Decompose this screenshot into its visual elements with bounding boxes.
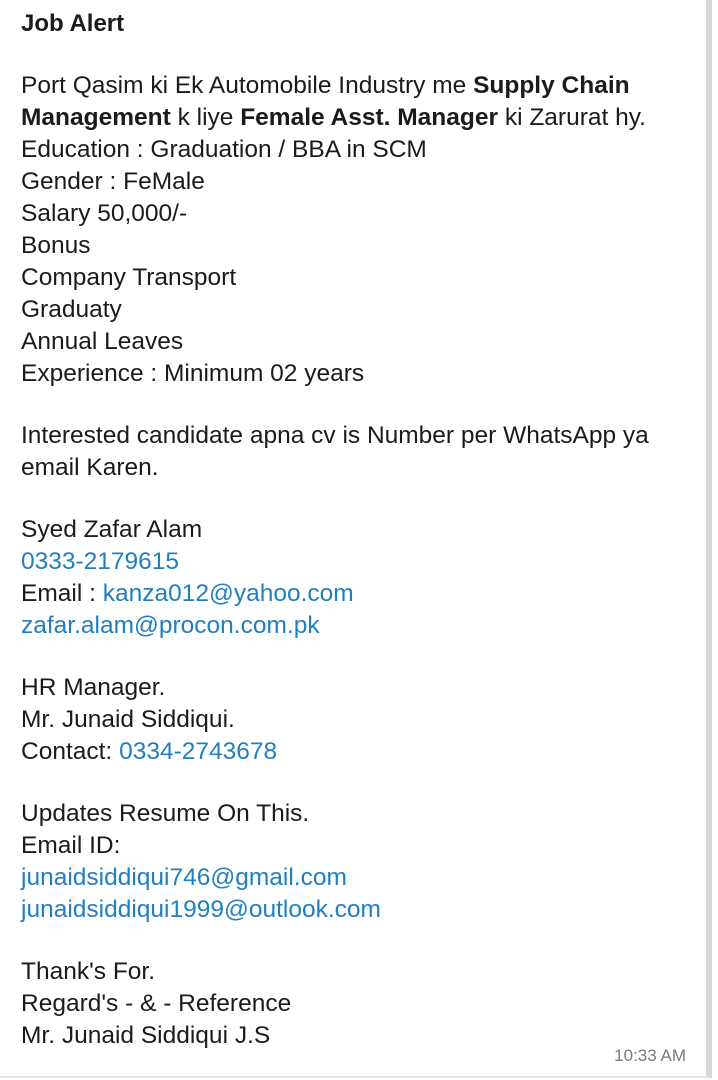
resume-email2-link[interactable]: junaidsiddiqui1999@outlook.com [21, 896, 381, 923]
message-title: Job Alert [21, 10, 125, 37]
message-body [21, 8, 686, 1052]
contact2-row [21, 736, 686, 768]
email-label: Email : [21, 580, 103, 607]
closing-line-3: Mr. Junaid Siddiqui J.S [21, 1022, 271, 1049]
contact1-email-row [21, 578, 686, 610]
message-timestamp: 10:33 AM [614, 1046, 686, 1065]
closing-line-1: Thank's For. [21, 958, 156, 985]
resume-email1-link[interactable]: junaidsiddiqui746@gmail.com [21, 864, 347, 891]
contact1-phone-link[interactable]: 0333-2179615 [21, 548, 180, 575]
contact2-phone-link[interactable]: 0334-2743678 [119, 738, 278, 765]
contact2-role: HR Manager. [21, 674, 166, 701]
detail-experience: Experience : Minimum 02 years [21, 360, 365, 387]
detail-salary: Salary 50,000/- [21, 200, 188, 227]
instructions-text: Interested candidate apna cv is Number per WhatsApp ya email Karen. [21, 422, 649, 481]
closing-line-2: Regard's - & - Reference [21, 990, 292, 1017]
detail-education: Education : Graduation / BBA in SCM [21, 136, 427, 163]
contact1-email2-link[interactable]: zafar.alam@procon.com.pk [21, 612, 320, 639]
detail-leaves: Annual Leaves [21, 328, 184, 355]
detail-gender: Gender : FeMale [21, 168, 205, 195]
resume-email-label: Email ID: [21, 832, 121, 859]
detail-transport: Company Transport [21, 264, 237, 291]
resume-heading: Updates Resume On This. [21, 800, 310, 827]
contact-label: Contact: [21, 738, 120, 765]
contact1-email-link[interactable]: kanza012@yahoo.com [102, 580, 354, 607]
intro-bold-position: Female Asst. Manager [240, 104, 499, 131]
detail-graduaty: Graduaty [21, 296, 122, 323]
contact2-name: Mr. Junaid Siddiqui. [21, 706, 235, 733]
contact1-name: Syed Zafar Alam [21, 516, 203, 543]
detail-bonus: Bonus [21, 232, 91, 259]
intro-text: Port Qasim ki Ek Automobile Industry me Supply Chain Management k liye Female Asst. Manager ki Zarurat hy. [21, 72, 646, 131]
intro-bold-role-area: Supply Chain Management [21, 72, 630, 131]
